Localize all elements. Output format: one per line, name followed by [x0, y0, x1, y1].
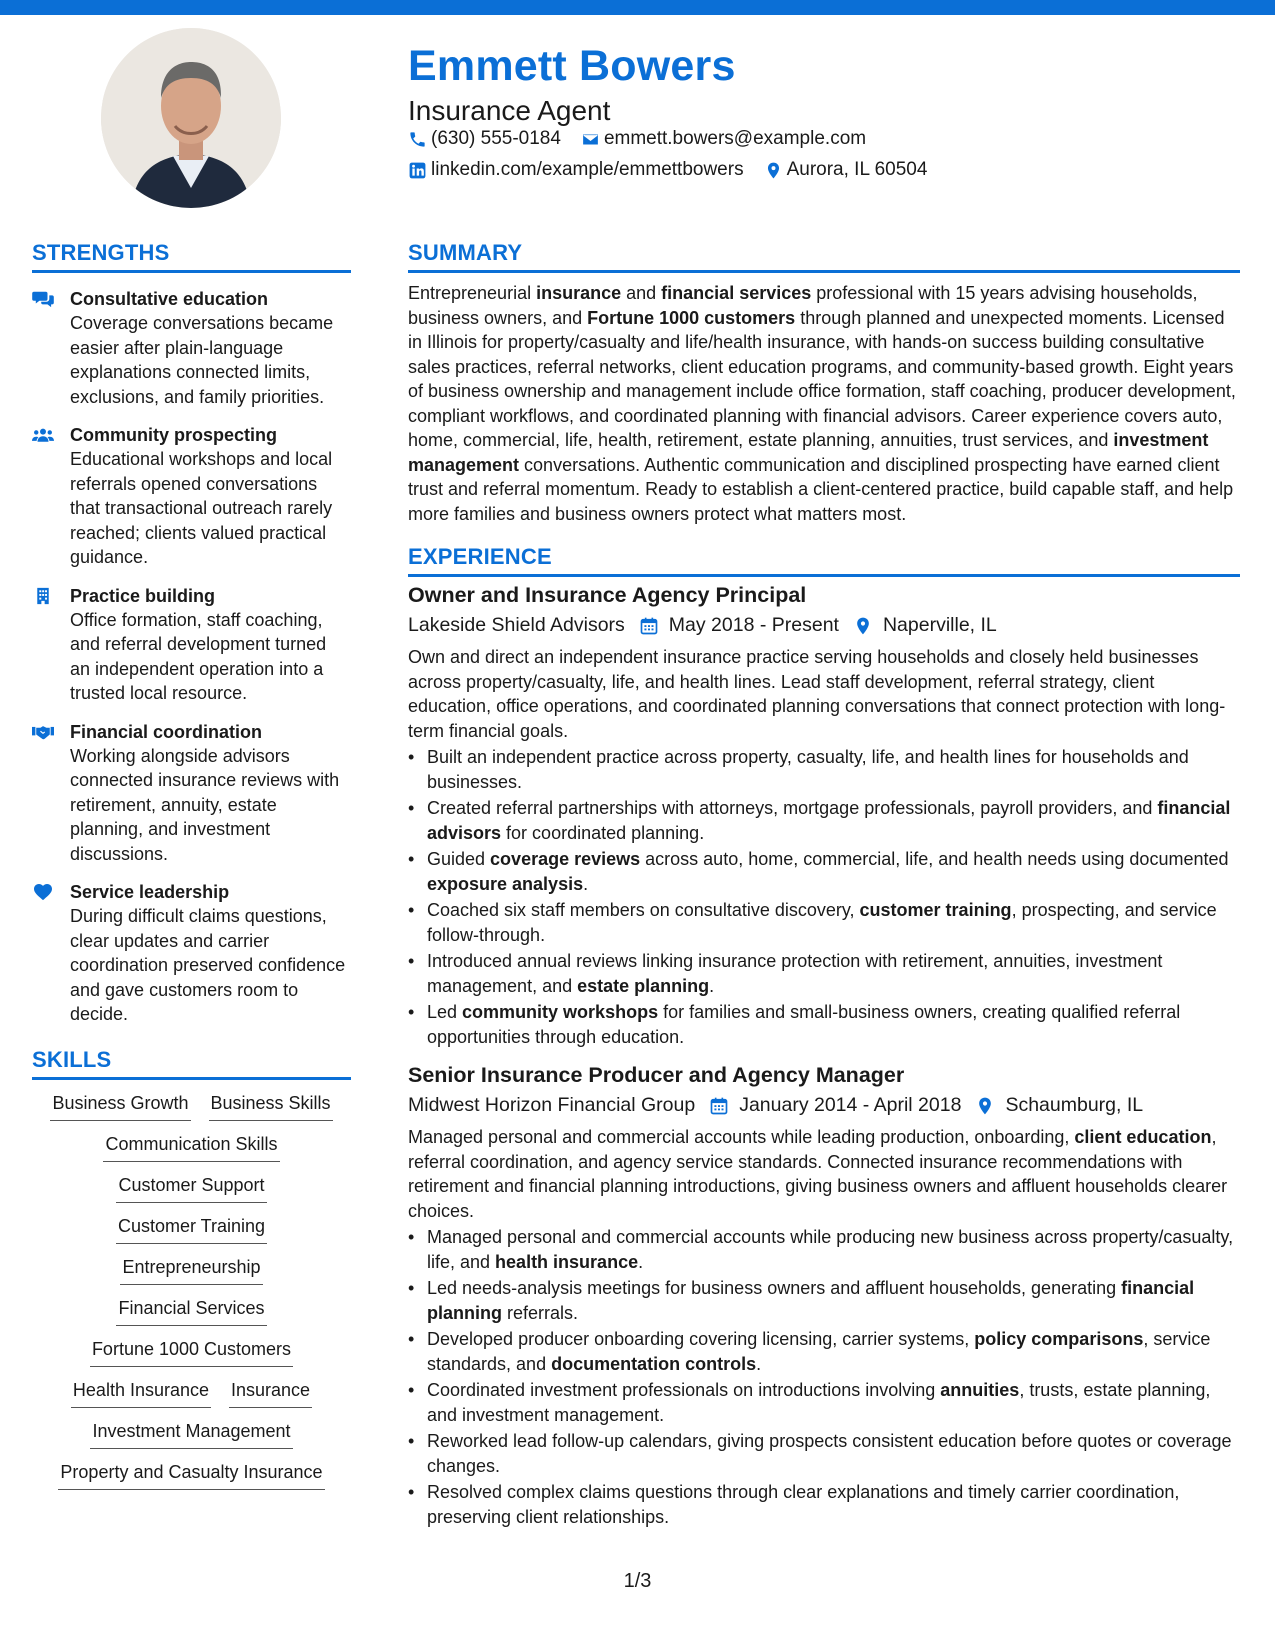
experience-entry — [408, 1063, 1240, 1529]
job-dates — [639, 614, 839, 637]
right-column — [408, 240, 1240, 1531]
job-location-text: Naperville, IL — [882, 614, 997, 636]
job-description — [408, 645, 1240, 743]
calendar-icon — [639, 616, 659, 636]
strengths-heading: STRENGTHS — [32, 240, 351, 273]
job-title: Owner and Insurance Agency Principal — [408, 583, 807, 607]
strength-body — [70, 423, 351, 570]
skill-tag: Communication Skills — [103, 1131, 279, 1162]
job-dates-text: May 2018 - Present — [668, 614, 839, 636]
skill-row — [32, 1295, 351, 1326]
strength-title: Service leadership — [70, 882, 230, 902]
phone-text: (630) 555-0184 — [431, 128, 561, 149]
skill-tag: Health Insurance — [71, 1377, 211, 1408]
skill-row — [32, 1213, 351, 1244]
bold-keyword: customer training — [859, 900, 1012, 920]
bold-keyword: annuities — [940, 1380, 1020, 1400]
text-run: Created referral partnerships with attorneys, mortgage professionals, payroll providers, and — [427, 798, 1158, 818]
bold-keyword: client education — [1074, 1127, 1212, 1147]
job-description — [408, 1125, 1240, 1223]
experience-bullet — [408, 1429, 1240, 1478]
job-title: Senior Insurance Producer and Agency Manager — [408, 1063, 905, 1087]
text-run: . — [638, 1251, 644, 1272]
experience-heading: EXPERIENCE — [408, 544, 1240, 577]
chat-bubbles-icon — [32, 287, 70, 409]
strength-description: Office formation, staff coaching, and referral development turned an independent operation into a trusted local resource. — [70, 609, 327, 703]
strength-description: Coverage conversations became easier after plain-language explanations connected limits, exclusions, and family priorities. — [70, 313, 334, 407]
phone-contact[interactable] — [408, 128, 561, 150]
experience-bullet — [408, 1327, 1240, 1376]
skill-row — [32, 1090, 351, 1121]
strength-item — [32, 287, 351, 409]
skill-tag: Fortune 1000 Customers — [90, 1336, 293, 1367]
skill-row — [32, 1131, 351, 1162]
strength-title: Practice building — [70, 585, 216, 606]
job-dates-text: January 2014 - April 2018 — [739, 1094, 962, 1116]
skill-tag: Customer Training — [116, 1213, 267, 1244]
bold-keyword: investment management — [408, 430, 1209, 475]
map-pin-icon — [764, 161, 783, 180]
skill-tag: Entrepreneurship — [120, 1254, 262, 1285]
contact-row-2 — [408, 159, 947, 181]
building-icon — [32, 584, 70, 706]
text-run: . — [583, 873, 589, 894]
profile-photo — [101, 28, 281, 208]
text-run: . — [709, 975, 715, 996]
skill-tag: Investment Management — [90, 1418, 292, 1449]
job-location — [853, 614, 997, 637]
skills-list — [32, 1090, 351, 1490]
text-run: Introduced annual reviews linking insurance protection with retirement, annuities, investment management, and — [427, 951, 1163, 996]
skill-row — [32, 1418, 351, 1449]
bold-keyword: exposure analysis — [427, 873, 584, 894]
skill-row — [32, 1172, 351, 1203]
strength-title: Community prospecting — [70, 425, 278, 445]
candidate-title: Insurance Agent — [408, 95, 611, 126]
text-run: professional with 15 years advising households, business owners, and — [408, 283, 1198, 328]
strength-description: Educational workshops and local referrals opened conversations that transactional outreach rarely reached; clients valued practical guidance. — [70, 449, 333, 567]
summary-text — [408, 281, 1240, 526]
bold-keyword: financial advisors — [427, 798, 1231, 843]
strength-title: Financial coordination — [70, 721, 263, 742]
strength-body — [70, 720, 351, 867]
summary-heading: SUMMARY — [408, 240, 1240, 273]
job-meta — [408, 614, 1240, 637]
location-text: Aurora, IL 60504 — [786, 159, 928, 180]
experience-bullet — [408, 1000, 1240, 1049]
candidate-name: Emmett Bowers — [408, 42, 736, 90]
text-run: Entrepreneurial — [408, 283, 537, 303]
experience-list — [408, 583, 1240, 1529]
strength-item — [32, 880, 351, 1027]
text-run: across auto, home, commercial, life, and health needs using documented — [640, 849, 1229, 869]
text-run: for families and small-business owners, creating qualified referral opportunities through education. — [427, 1002, 1181, 1047]
linkedin-icon — [408, 161, 427, 180]
text-run: . — [756, 1353, 762, 1374]
contact-row-1 — [408, 128, 886, 150]
experience-bullet — [408, 1225, 1240, 1274]
envelope-icon — [581, 130, 600, 149]
strength-body — [70, 287, 351, 409]
text-run: , referral coordination, and agency service standards. Connected insurance recommendations with retirement and financial planning introductions, giving business owners and affluent households clearer choices. — [408, 1127, 1228, 1221]
skill-row — [32, 1336, 351, 1367]
text-run: Managed personal and commercial accounts while leading production, onboarding, — [408, 1127, 1075, 1147]
strength-item — [32, 720, 351, 867]
skill-row — [32, 1377, 351, 1408]
text-run: Coached six staff members on consultative discovery, — [427, 900, 860, 920]
experience-bullet — [408, 1276, 1240, 1325]
text-run: referrals. — [502, 1302, 579, 1323]
text-run: Reworked lead follow-up calendars, giving prospects consistent education before quotes or coverage changes. — [427, 1431, 1232, 1476]
text-run: Managed personal and commercial accounts while producing new business across property/casualty, life, and — [427, 1227, 1234, 1272]
strength-description: Working alongside advisors connected insurance reviews with retirement, annuity, estate planning, and investment discussions. — [70, 745, 340, 864]
text-run: , trusts, estate planning, and investment management. — [427, 1380, 1211, 1425]
users-icon — [32, 423, 70, 570]
bold-keyword: policy comparisons — [974, 1329, 1144, 1349]
strength-body — [70, 584, 351, 706]
experience-entry — [408, 583, 1240, 1049]
email-contact[interactable] — [581, 128, 866, 150]
text-run: Coordinated investment professionals on introductions involving — [427, 1380, 941, 1400]
job-dates — [709, 1094, 961, 1117]
company-name: Lakeside Shield Advisors — [408, 614, 625, 636]
skill-tag: Customer Support — [116, 1172, 266, 1203]
text-run: , prospecting, and service follow-through. — [427, 900, 1217, 945]
strengths-list — [32, 287, 351, 1027]
text-run: Led — [427, 1002, 463, 1022]
text-run: for coordinated planning. — [501, 822, 705, 843]
experience-bullet — [408, 949, 1240, 998]
job-location — [975, 1094, 1143, 1117]
strength-item — [32, 423, 351, 570]
skill-tag: Financial Services — [116, 1295, 266, 1326]
skill-tag: Insurance — [229, 1377, 312, 1408]
experience-bullet — [408, 1378, 1240, 1427]
heart-icon — [32, 880, 70, 1027]
text-run: Built an independent practice across property, casualty, life, and health lines for households and businesses. — [427, 747, 1189, 792]
job-location-text: Schaumburg, IL — [1005, 1094, 1144, 1116]
bold-keyword: health insurance — [495, 1251, 639, 1272]
text-run: Developed producer onboarding covering licensing, carrier systems, — [427, 1329, 975, 1349]
bold-keyword: estate planning — [577, 975, 710, 996]
experience-bullet — [408, 898, 1240, 947]
text-run: through planned and unexpected moments. Licensed in Illinois for property/casualty and life/health insurance, with hands-on success building consultative sales practices, referral networks, client education programs, and community-based growth. Eight years of business ownership and management include office formation, staff coaching, producer development, compliant workflows, and coordinated planning with financial advisors. Career experience covers auto, home, commercial, life, health, retirement, estate planning, annuities, trust services, and — [408, 307, 1236, 450]
skill-tag: Property and Casualty Insurance — [58, 1459, 324, 1490]
text-run: Led needs-analysis meetings for business owners and affluent households, generating — [427, 1278, 1122, 1298]
handshake-icon — [32, 720, 70, 867]
calendar-icon — [709, 1096, 729, 1116]
phone-icon — [408, 130, 427, 149]
map-pin-icon — [853, 616, 873, 636]
top-accent-bar — [0, 0, 1275, 15]
page-indicator: 1/3 — [623, 1570, 652, 1592]
company-name: Midwest Horizon Financial Group — [408, 1094, 696, 1116]
bold-keyword: financial services — [661, 283, 812, 303]
job-meta — [408, 1094, 1240, 1117]
job-bullets — [408, 1225, 1240, 1529]
job-bullets — [408, 745, 1240, 1049]
skill-row — [32, 1254, 351, 1285]
skill-tag: Business Growth — [50, 1090, 190, 1121]
bold-keyword: Fortune 1000 customers — [587, 307, 796, 328]
bold-keyword: insurance — [536, 283, 622, 303]
bold-keyword: community workshops — [462, 1002, 659, 1022]
experience-bullet — [408, 796, 1240, 845]
strength-body — [70, 880, 351, 1027]
experience-bullet — [408, 745, 1240, 794]
strength-description: During difficult claims questions, clear updates and carrier coordination preserved confidence and gave customers room to decide. — [70, 906, 346, 1024]
text-run: , service standards, and — [427, 1329, 1211, 1374]
bold-keyword: coverage reviews — [490, 849, 641, 869]
experience-bullet — [408, 1480, 1240, 1529]
linkedin-contact[interactable] — [408, 159, 744, 181]
skill-tag: Business Skills — [209, 1090, 333, 1121]
location-contact — [764, 159, 928, 181]
skill-row — [32, 1459, 351, 1490]
text-run: conversations. Authentic communication and disciplined prospecting have earned client trust and referral momentum. Ready to establish a client-centered practice, build capable staff, and help more families and business owners protect what matters most. — [408, 454, 1234, 524]
text-run: Own and direct an independent insurance practice serving households and closely held businesses across property/casualty, life, and health lines. Lead staff development, referral strategy, client education, office operations, and coordinated planning conversations that connect protection with long-term financial goals. — [408, 647, 1226, 741]
text-run: and — [621, 283, 662, 303]
strength-item — [32, 584, 351, 706]
text-run: Guided — [427, 849, 491, 869]
experience-bullet — [408, 847, 1240, 896]
map-pin-icon — [975, 1096, 995, 1116]
skills-heading: SKILLS — [32, 1047, 351, 1080]
bold-keyword: financial planning — [427, 1278, 1195, 1323]
linkedin-text: linkedin.com/example/emmettbowers — [431, 159, 744, 180]
left-column — [32, 240, 351, 1490]
text-run: Resolved complex claims questions through clear explanations and timely carrier coordination, preserving client relationships. — [427, 1482, 1180, 1527]
email-text: emmett.bowers@example.com — [603, 128, 867, 149]
strength-title: Consultative education — [70, 289, 269, 309]
bold-keyword: documentation controls — [551, 1353, 757, 1374]
